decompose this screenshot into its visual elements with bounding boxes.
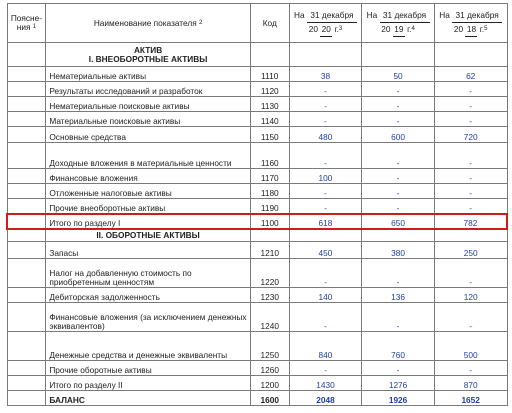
row-value: -	[362, 184, 435, 199]
total-section-1-row	[7, 214, 507, 229]
row-label: Доходные вложения в материальные ценности	[46, 143, 250, 169]
asset-title: АКТИВ	[133, 44, 163, 55]
table-row	[7, 242, 507, 259]
header-row	[7, 4, 507, 43]
label-text: г.	[334, 24, 339, 34]
row-value: -	[362, 199, 435, 214]
label-text: 4	[411, 26, 415, 32]
row-value: 870	[434, 376, 507, 391]
table-row	[7, 112, 507, 127]
row-code: 1240	[250, 303, 289, 332]
row-label: Нематериальные поисковые активы	[46, 97, 250, 112]
row-value: 720	[434, 127, 507, 143]
table-cell	[7, 391, 46, 406]
row-code: 1110	[250, 67, 289, 82]
row-value: 500	[434, 332, 507, 361]
table-cell	[434, 43, 507, 67]
label-text: 20	[320, 23, 332, 37]
row-label: Материальные поисковые активы	[46, 112, 250, 127]
table-cell	[7, 112, 46, 127]
table-cell	[7, 259, 46, 288]
row-label: Финансовые вложения (за исключением денежных эквивалентов)	[46, 303, 250, 332]
row-label: Отложенные налоговые активы	[46, 184, 250, 199]
row-value: -	[289, 361, 362, 376]
table-cell	[362, 43, 435, 67]
row-value: -	[289, 97, 362, 112]
balance-sheet	[6, 3, 508, 406]
row-label: Нематериальные активы	[46, 67, 250, 82]
row-label: Финансовые вложения	[46, 169, 250, 184]
row-code: 1210	[250, 242, 289, 259]
table-cell	[46, 43, 250, 67]
row-value: -	[362, 143, 435, 169]
row-label: Дебиторская задолженность	[46, 288, 250, 303]
row-code: 1180	[250, 184, 289, 199]
row-value: 840	[289, 332, 362, 361]
table-cell	[7, 184, 46, 199]
row-code: 1220	[250, 259, 289, 288]
row-value: -	[434, 97, 507, 112]
table-cell	[7, 288, 46, 303]
table-cell	[7, 143, 46, 169]
row-value: 380	[362, 242, 435, 259]
period-header	[362, 4, 435, 43]
table-row	[7, 303, 507, 332]
row-value: -	[362, 361, 435, 376]
table-cell	[362, 229, 435, 242]
row-value: 1926	[362, 391, 435, 406]
row-label: Итого по разделу I	[46, 214, 250, 229]
row-label: Прочие оборотные активы	[46, 361, 250, 376]
label-text: 3	[338, 26, 343, 32]
row-label: Итого по разделу II	[46, 376, 250, 391]
table-row	[7, 259, 507, 288]
label-text: Наименование показателя	[93, 17, 197, 28]
table-cell	[7, 303, 46, 332]
row-value: 2048	[289, 391, 362, 406]
current-title: II. ОБОРОТНЫЕ АКТИВЫ	[46, 229, 250, 242]
row-value: -	[362, 169, 435, 184]
row-value: -	[434, 112, 507, 127]
section-asset-header	[7, 43, 507, 67]
label-text: На	[439, 10, 450, 20]
period-header	[289, 4, 362, 43]
label-text: Поясне-ния	[10, 13, 43, 32]
row-value: 480	[289, 127, 362, 143]
row-code: 1200	[250, 376, 289, 391]
row-label: БАЛАНС	[46, 391, 250, 406]
row-value: 38	[289, 67, 362, 82]
table-cell	[7, 127, 46, 143]
row-value: 62	[434, 67, 507, 82]
row-value: 120	[434, 288, 507, 303]
row-value: -	[434, 361, 507, 376]
row-code: 1230	[250, 288, 289, 303]
row-value: 100	[289, 169, 362, 184]
row-label: Налог на добавленную стоимость по приобретенным ценностям	[46, 259, 250, 288]
row-value: -	[289, 259, 362, 288]
table-row	[7, 361, 507, 376]
table-row	[7, 97, 507, 112]
label-text: 18	[465, 23, 477, 37]
table-row	[7, 288, 507, 303]
row-value: -	[362, 259, 435, 288]
row-code: 1140	[250, 112, 289, 127]
row-value: 618	[289, 214, 362, 229]
table-row	[7, 143, 507, 169]
balance-table	[6, 3, 508, 406]
row-value: 1652	[434, 391, 507, 406]
section-current-header	[7, 229, 507, 242]
row-value: 650	[362, 214, 435, 229]
table-cell	[7, 43, 46, 67]
row-label: Основные средства	[46, 127, 250, 143]
label-text: На	[294, 10, 305, 20]
table-cell	[7, 169, 46, 184]
row-code: 1160	[250, 143, 289, 169]
row-value: 600	[362, 127, 435, 143]
table-cell	[7, 242, 46, 259]
label-text: 20	[381, 24, 391, 34]
table-cell	[7, 97, 46, 112]
table-cell	[7, 361, 46, 376]
row-value: -	[362, 112, 435, 127]
code-header: Код	[250, 4, 289, 43]
table-cell	[7, 214, 46, 229]
row-code: 1150	[250, 127, 289, 143]
row-value: -	[434, 184, 507, 199]
label-text: г.	[479, 24, 485, 34]
row-value: -	[289, 184, 362, 199]
table-row	[7, 127, 507, 143]
row-value: 782	[434, 214, 507, 229]
table-cell	[7, 376, 46, 391]
row-code: 1170	[250, 169, 289, 184]
row-value: 250	[434, 242, 507, 259]
row-value: 450	[289, 242, 362, 259]
table-cell	[250, 43, 289, 67]
table-cell	[7, 67, 46, 82]
label-text: 2	[199, 19, 203, 26]
table-cell	[7, 229, 46, 242]
table-cell	[7, 199, 46, 214]
row-value: -	[434, 303, 507, 332]
row-value: -	[289, 303, 362, 332]
row-code: 1100	[250, 214, 289, 229]
table-cell	[7, 332, 46, 361]
total-section-2-row	[7, 376, 507, 391]
table-cell	[250, 229, 289, 242]
row-value: -	[434, 259, 507, 288]
row-value: -	[289, 199, 362, 214]
label-text: На	[366, 10, 378, 20]
row-value: -	[434, 143, 507, 169]
row-value: 140	[289, 288, 362, 303]
table-cell	[289, 229, 362, 242]
row-code: 1600	[250, 391, 289, 406]
label-text: 31 декабря	[380, 9, 430, 23]
row-value: -	[289, 143, 362, 169]
row-label: Денежные средства и денежные эквиваленты	[46, 332, 250, 361]
row-value: 50	[362, 67, 435, 82]
row-value: 760	[362, 332, 435, 361]
table-cell	[7, 82, 46, 97]
row-label: Запасы	[46, 242, 250, 259]
table-row	[7, 332, 507, 361]
row-value: 1430	[289, 376, 362, 391]
row-code: 1190	[250, 199, 289, 214]
label-text: 19	[393, 23, 405, 37]
row-label: Прочие внеоборотные активы	[46, 199, 250, 214]
row-value: -	[434, 169, 507, 184]
label-text: 31 декабря	[452, 9, 502, 23]
row-value: -	[289, 112, 362, 127]
row-value: -	[434, 82, 507, 97]
table-cell	[289, 43, 362, 67]
row-label: Результаты исследований и разработок	[46, 82, 250, 97]
row-value: 1276	[362, 376, 435, 391]
noncurrent-title: I. ВНЕОБОРОТНЫЕ АКТИВЫ	[88, 53, 208, 64]
row-value: -	[362, 303, 435, 332]
table-row	[7, 199, 507, 214]
table-cell	[434, 229, 507, 242]
label-text: г.	[407, 24, 412, 34]
table-row	[7, 169, 507, 184]
name-header	[46, 4, 250, 43]
label-text: 31 декабря	[307, 9, 357, 23]
table-row	[7, 82, 507, 97]
label-text: 5	[484, 26, 488, 32]
row-code: 1130	[250, 97, 289, 112]
balance-row	[7, 391, 507, 406]
row-code: 1250	[250, 332, 289, 361]
row-value: -	[362, 97, 435, 112]
label-text: 20	[453, 24, 464, 34]
row-value: -	[434, 199, 507, 214]
label-text: 20	[308, 24, 318, 34]
row-value: -	[362, 82, 435, 97]
note-header	[7, 4, 46, 43]
period-header	[434, 4, 507, 43]
row-code: 1260	[250, 361, 289, 376]
row-code: 1120	[250, 82, 289, 97]
table-row	[7, 184, 507, 199]
label-text: 1	[32, 24, 37, 30]
row-value: -	[289, 82, 362, 97]
table-row	[7, 67, 507, 82]
row-value: 136	[362, 288, 435, 303]
